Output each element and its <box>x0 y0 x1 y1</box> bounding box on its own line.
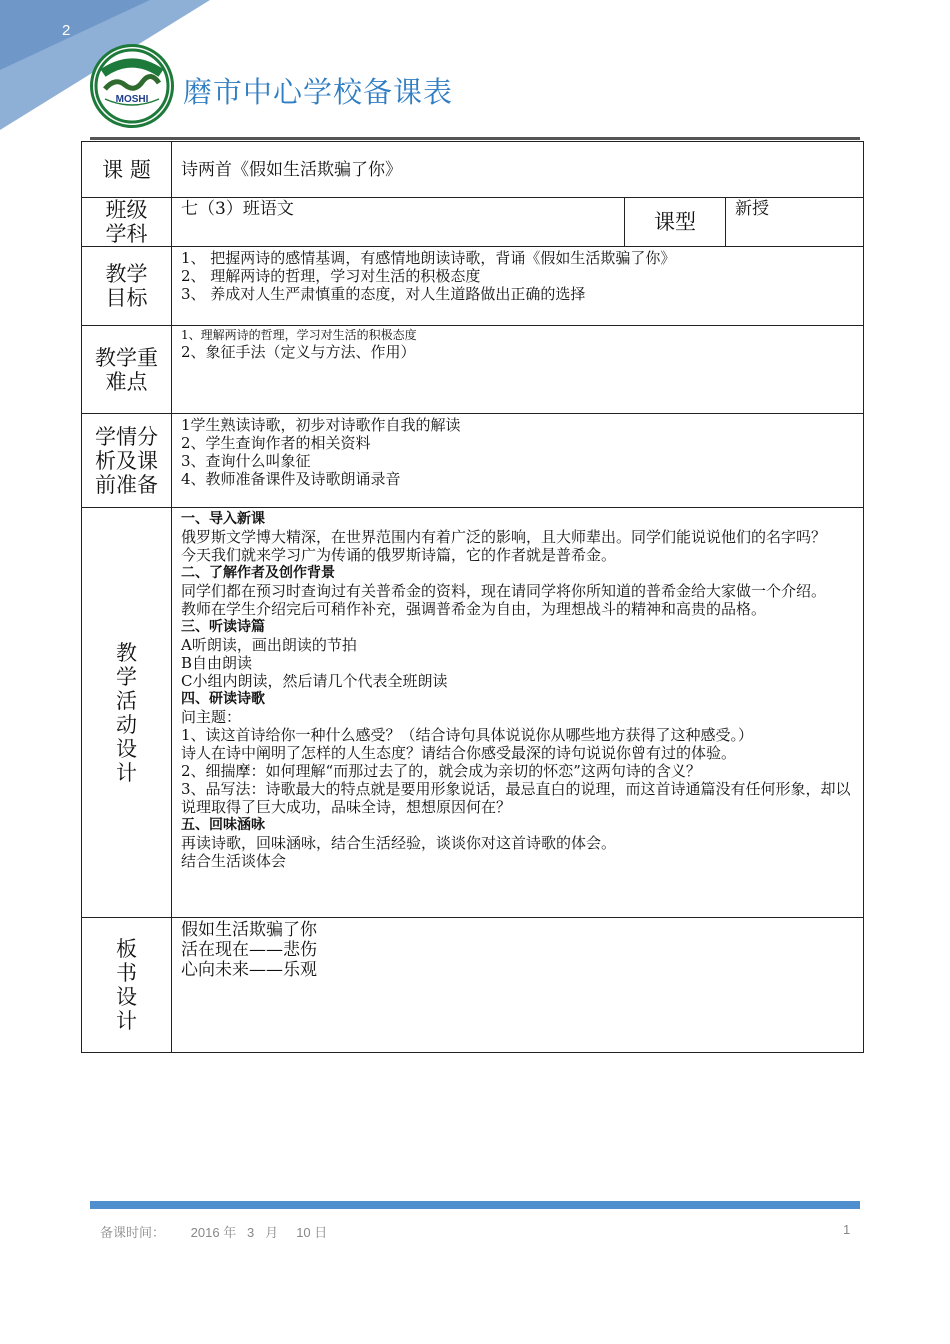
activity-line: 1、读这首诗给你一种什么感受？（结合诗句具体说说你从哪些地方获得了这种感受。） <box>181 726 754 744</box>
lesson-plan-table <box>81 141 864 1053</box>
analysis-list <box>172 414 864 508</box>
topic-row <box>82 142 864 198</box>
difficulty-row <box>82 326 864 414</box>
goals-label: 教学目标 <box>82 247 172 326</box>
board-line: 假如生活欺骗了你 <box>181 920 317 940</box>
class-value: 七（3）班语文 <box>172 198 625 247</box>
analysis-item: 4、教师准备课件及诗歌朗诵录音 <box>181 470 401 488</box>
board-line: 活在现在——悲伤 <box>181 940 317 960</box>
prep-month: 3 <box>247 1225 255 1240</box>
activity-line: C小组内朗读，然后请几个代表全班朗读 <box>181 672 448 690</box>
board-line: 心向未来——乐观 <box>181 960 317 980</box>
topic-label: 课 题 <box>82 142 172 198</box>
goals-list <box>172 247 864 326</box>
activity-line: B自由朗读 <box>181 654 253 672</box>
logo-emblem-icon <box>93 47 171 125</box>
prep-year-unit: 年 <box>223 1225 237 1240</box>
type-value: 新授 <box>726 198 864 247</box>
goal-item: 3、 养成对人生严肃慎重的态度，对人生道路做出正确的选择 <box>181 285 586 303</box>
goals-row <box>82 247 864 326</box>
activity-line: 2、细揣摩：如何理解“而那过去了的，就会成为亲切的怀恋”这两句诗的含义？ <box>181 762 701 780</box>
prep-label: 备课时间： <box>100 1225 166 1240</box>
activity-label: 教学活动设计 <box>82 508 172 918</box>
activity-line: 今天我们就来学习广为传诵的俄罗斯诗篇，它的作者就是普希金。 <box>181 546 617 564</box>
activity-line: 问主题： <box>181 708 242 726</box>
prep-day: 10 <box>296 1225 311 1240</box>
type-label: 课型 <box>625 198 726 247</box>
analysis-row <box>82 414 864 508</box>
board-label: 板书设计 <box>82 918 172 1053</box>
activity-line: 3、品写法：诗歌最大的特点就是要用形象说话，最忌直白的说理，而这首诗通篇没有任何形象，却以说理取得了巨大成功，品味全诗，想想原因何在？ <box>181 780 851 816</box>
difficulty-label: 教学重难点 <box>82 326 172 414</box>
activity-line: A听朗读，画出朗读的节拍 <box>181 636 357 654</box>
analysis-label: 学情分析及课前准备 <box>82 414 172 508</box>
analysis-item: 3、查询什么叫象征 <box>181 452 311 470</box>
activity-heading: 五、回味涵咏 <box>181 817 265 833</box>
class-label: 班级学科 <box>82 198 172 247</box>
activity-line: 教师在学生介绍完后可稍作补充，强调普希金为自由，为理想战斗的精神和高贵的品格。 <box>181 600 767 618</box>
goal-item: 2、 理解两诗的哲理，学习对生活的积极态度 <box>181 267 481 285</box>
activity-line: 俄罗斯文学博大精深，在世界范围内有着广泛的影响，且大师辈出。同学们能说说他们的名字吗？ <box>181 528 827 546</box>
goal-item: 1、 把握两诗的感情基调，有感情地朗读诗歌，背诵《假如生活欺骗了你》 <box>181 249 676 267</box>
topic-value: 诗两首《假如生活欺骗了你》 <box>172 142 864 198</box>
activity-line: 诗人在诗中阐明了怎样的人生态度？请结合你感受最深的诗句说说你曾有过的体验。 <box>181 744 737 762</box>
analysis-item: 2、学生查询作者的相关资料 <box>181 434 371 452</box>
activity-heading: 一、导入新课 <box>181 511 265 527</box>
prep-month-unit: 月 <box>265 1225 279 1240</box>
activity-row <box>82 508 864 918</box>
prep-day-unit: 日 <box>314 1225 328 1240</box>
school-title: 磨市中心学校备课表 <box>183 75 454 109</box>
svg-text:MOSHI: MOSHI <box>115 94 149 105</box>
analysis-item: 1学生熟读诗歌，初步对诗歌作自我的解读 <box>181 416 461 434</box>
activity-line: 再读诗歌，回味涵咏，结合生活经验，谈谈你对这首诗歌的体会。 <box>181 834 617 852</box>
school-logo <box>90 44 174 128</box>
board-row <box>82 918 864 1053</box>
header-divider <box>90 137 860 140</box>
activity-line: 同学们都在预习时查询过有关普希金的资料，现在请同学将你所知道的普希金给大家做一个介绍。 <box>181 582 827 600</box>
difficulty-list <box>172 326 864 414</box>
activity-heading: 二、了解作者及创作背景 <box>181 565 335 581</box>
board-content <box>172 918 864 1053</box>
activity-content <box>172 508 864 918</box>
difficulty-item: 2、象征手法（定义与方法、作用） <box>181 343 416 361</box>
activity-heading: 四、研读诗歌 <box>181 691 265 707</box>
activity-line: 结合生活谈体会 <box>181 852 287 870</box>
difficulty-item: 1、理解两诗的哲理，学习对生活的积极态度 <box>181 328 417 342</box>
footer-bar <box>90 1201 860 1209</box>
prep-year: 2016 <box>190 1225 220 1240</box>
activity-heading: 三、听读诗篇 <box>181 619 265 635</box>
footer-page-number: 1 <box>843 1222 851 1237</box>
footer-prep-date <box>100 1222 327 1241</box>
class-row <box>82 198 864 247</box>
header-page-number: 2 <box>62 22 71 39</box>
